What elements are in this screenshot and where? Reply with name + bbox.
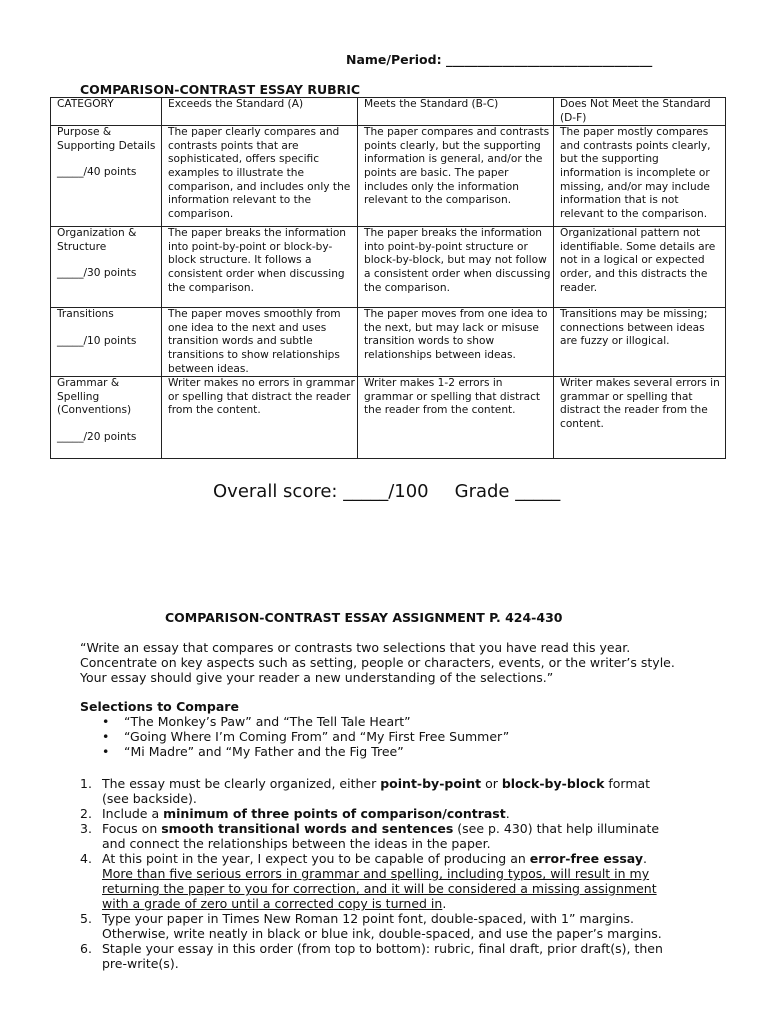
underlined-warning: More than five serious errors in grammar and spelling, including typos, will result in my returning the paper to you for correction, and it will be considered a missing assignment with a grade of zero until a corrected copy is turned in [102,866,657,911]
name-period-line: Name/Period: _________________________________ [346,52,653,67]
rubric-cell-exceeds: The paper moves smoothly from one idea to the next and uses transition words and subtle transitions to show relationships between ideas. [162,308,358,377]
rubric-cell-meets: The paper moves from one idea to the next, but may lack or misuse transition words to show relationships between ideas. [358,308,554,377]
step-emphasis: minimum of three points of comparison/contrast [163,806,506,821]
step-text: . [442,896,447,911]
rubric-table [50,97,726,459]
rubric-row-organization [51,227,726,308]
points-blank: _____/20 points [57,430,137,443]
rubric-cell-does-not-meet: The paper mostly compares and contrasts points clearly, but the supporting information is incomplete or missing, and/or may include information that is not relevant to the comparison. [554,126,726,227]
list-item [80,776,680,806]
step-number: 1. [80,776,92,791]
instructions-list [80,776,680,971]
rubric-cell-meets: The paper compares and contrasts points clearly, but the supporting information is general, and/or the points are basic. The paper includes only the information relevant to the comparison. [358,126,554,227]
grade-blank: Grade _____ [454,481,561,502]
step-text: Staple your essay in this order (from top to bottom): rubric, final draft, prior draft(s), then pre-write(s). [102,941,663,971]
rubric-cell-does-not-meet: Transitions may be missing; connections between ideas are fuzzy or illogical. [554,308,726,377]
step-text: (see p. 430) that help illuminate and connect the relationships between the ideas in the paper. [102,821,660,851]
bullet-icon: • [102,744,110,759]
step-emphasis: block-by-block [501,776,605,791]
rubric-cell-meets: Writer makes 1-2 errors in grammar or spelling that distract the reader from the content. [358,377,554,459]
step-text: Focus on [102,821,162,836]
points-blank: _____/30 points [57,267,137,280]
list-item [80,821,680,851]
column-header-category: CATEGORY [51,98,162,126]
list-item [80,941,680,971]
assignment-title: COMPARISON-CONTRAST ESSAY ASSIGNMENT P. 424-430 [165,610,563,625]
column-header-does-not-meet: Does Not Meet the Standard (D-F) [554,98,726,126]
selections-list [80,714,509,759]
rubric-category-cell [51,126,162,227]
step-text: . [642,851,647,866]
rubric-cell-does-not-meet: Organizational pattern not identifiable. Some details are not in a logical or expected order, and this distracts the reader. [554,227,726,308]
list-item [80,744,509,759]
step-number: 2. [80,806,92,821]
bullet-icon: • [102,714,110,729]
category-label: Purpose & Supporting Details [57,126,156,152]
list-item [80,729,509,744]
step-number: 4. [80,851,92,866]
column-header-meets: Meets the Standard (B-C) [358,98,554,126]
step-text: . [505,806,510,821]
category-label: Organization & Structure [57,227,137,253]
list-item [80,851,680,911]
step-number: 3. [80,821,92,836]
rubric-cell-meets: The paper breaks the information into point-by-point structure or block-by-block, but may not follow a consistent order when discussing the comparison. [358,227,554,308]
step-number: 5. [80,911,92,926]
rubric-cell-exceeds: The paper clearly compares and contrasts points that are sophisticated, offers specific examples to illustrate the comparison, and includes only the information relevant to the comparison. [162,126,358,227]
overall-score-line [213,481,560,502]
step-emphasis: error-free essay [529,851,643,866]
rubric-cell-does-not-meet: Writer makes several errors in grammar or spelling that distract the reader from the content. [554,377,726,459]
list-item [80,911,680,941]
step-text: or [481,776,502,791]
step-text: Include a [102,806,164,821]
step-number: 6. [80,941,92,956]
step-text: Type your paper in Times New Roman 12 point font, double-spaced, with 1” margins. Otherwise, write neatly in black or blue ink, double-spaced, and use the paper’s margins. [102,911,662,941]
rubric-category-cell [51,227,162,308]
column-header-exceeds: Exceeds the Standard (A) [162,98,358,126]
selection-text: “Going Where I’m Coming From” and “My First Free Summer” [124,729,510,744]
list-item [80,806,680,821]
step-text: The essay must be clearly organized, either [102,776,381,791]
step-text: format (see backside). [102,776,651,806]
points-blank: _____/40 points [57,166,137,179]
rubric-cell-exceeds: Writer makes no errors in grammar or spelling that distract the reader from the content. [162,377,358,459]
rubric-category-cell [51,377,162,459]
category-label: Transitions [57,308,114,321]
rubric-row-purpose [51,126,726,227]
rubric-category-cell [51,308,162,377]
category-label: Grammar & Spelling (Conventions) [57,377,132,417]
assignment-prompt-quote: “Write an essay that compares or contrasts two selections that you have read this year. Concentrate on key aspects such as setting, people or characters, events, or the writer’s style. Your essay should give your reader a new understanding of the selections.” [80,640,675,685]
rubric-row-transitions [51,308,726,377]
selections-heading: Selections to Compare [80,699,239,714]
step-text: At this point in the year, I expect you to be capable of producing an [102,851,530,866]
selection-text: “Mi Madre” and “My Father and the Fig Tree” [124,744,404,759]
rubric-title: COMPARISON-CONTRAST ESSAY RUBRIC [80,82,361,97]
step-emphasis: point-by-point [380,776,482,791]
rubric-row-grammar [51,377,726,459]
list-item [80,714,509,729]
overall-score: Overall score: _____/100 [213,481,429,502]
bullet-icon: • [102,729,110,744]
rubric-header-row [51,98,726,126]
selection-text: “The Monkey’s Paw” and “The Tell Tale Heart” [124,714,411,729]
rubric-cell-exceeds: The paper breaks the information into point-by-point or block-by-block structure. It follows a consistent order when discussing the comparison. [162,227,358,308]
step-emphasis: smooth transitional words and sentences [161,821,454,836]
points-blank: _____/10 points [57,334,137,347]
